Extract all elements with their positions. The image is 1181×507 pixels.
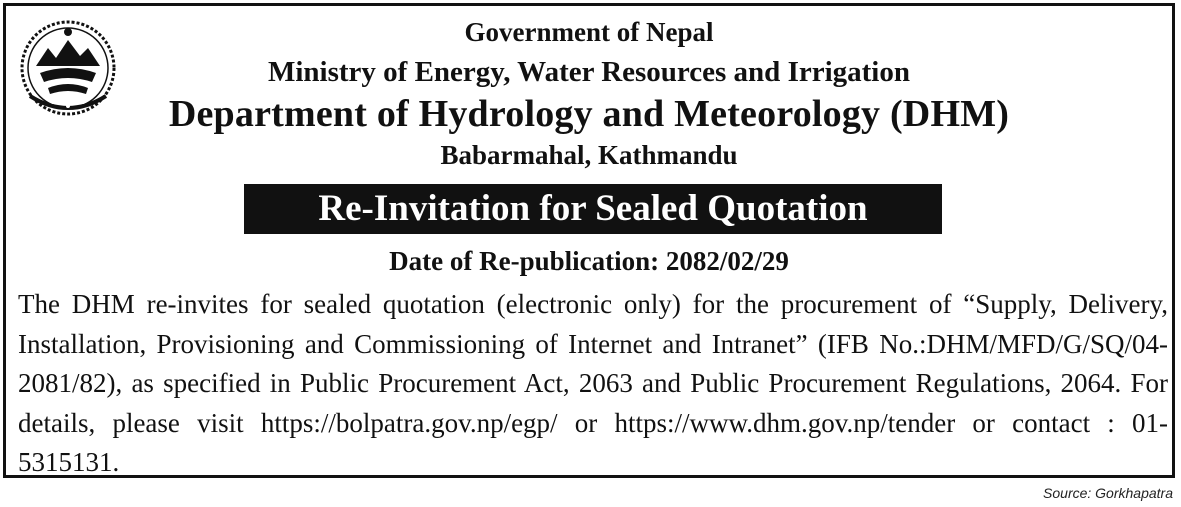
notice-body-text: The DHM re-invites for sealed quotation (electronic only) for the procurement of “Supply, Delivery, Installation, Provisioning and Commissioning of Internet and Intranet” (IFB No.:DHM/MFD/G/SQ/04-2081/82), as specified in Public Procurement Act, 2063 and Public Procurement Regulations, 2064. For details, please visit https://bolpatra.gov.np/egp/ or https://www.dhm.gov.np/tender or contact : 01-5315131. (18, 289, 1168, 477)
government-heading: Government of Nepal (464, 17, 714, 47)
notice-title-banner: Re-Invitation for Sealed Quotation (244, 184, 942, 234)
tender-notice (3, 3, 1175, 478)
ministry-heading: Ministry of Energy, Water Resources and Irrigation (268, 56, 910, 88)
source-credit: Source: Gorkhapatra (1043, 485, 1173, 501)
republication-date: Date of Re-publication: 2082/02/29 (389, 246, 789, 276)
department-heading: Department of Hydrology and Meteorology (DHM) (168, 93, 1010, 135)
address-line: Babarmahal, Kathmandu (440, 140, 738, 170)
